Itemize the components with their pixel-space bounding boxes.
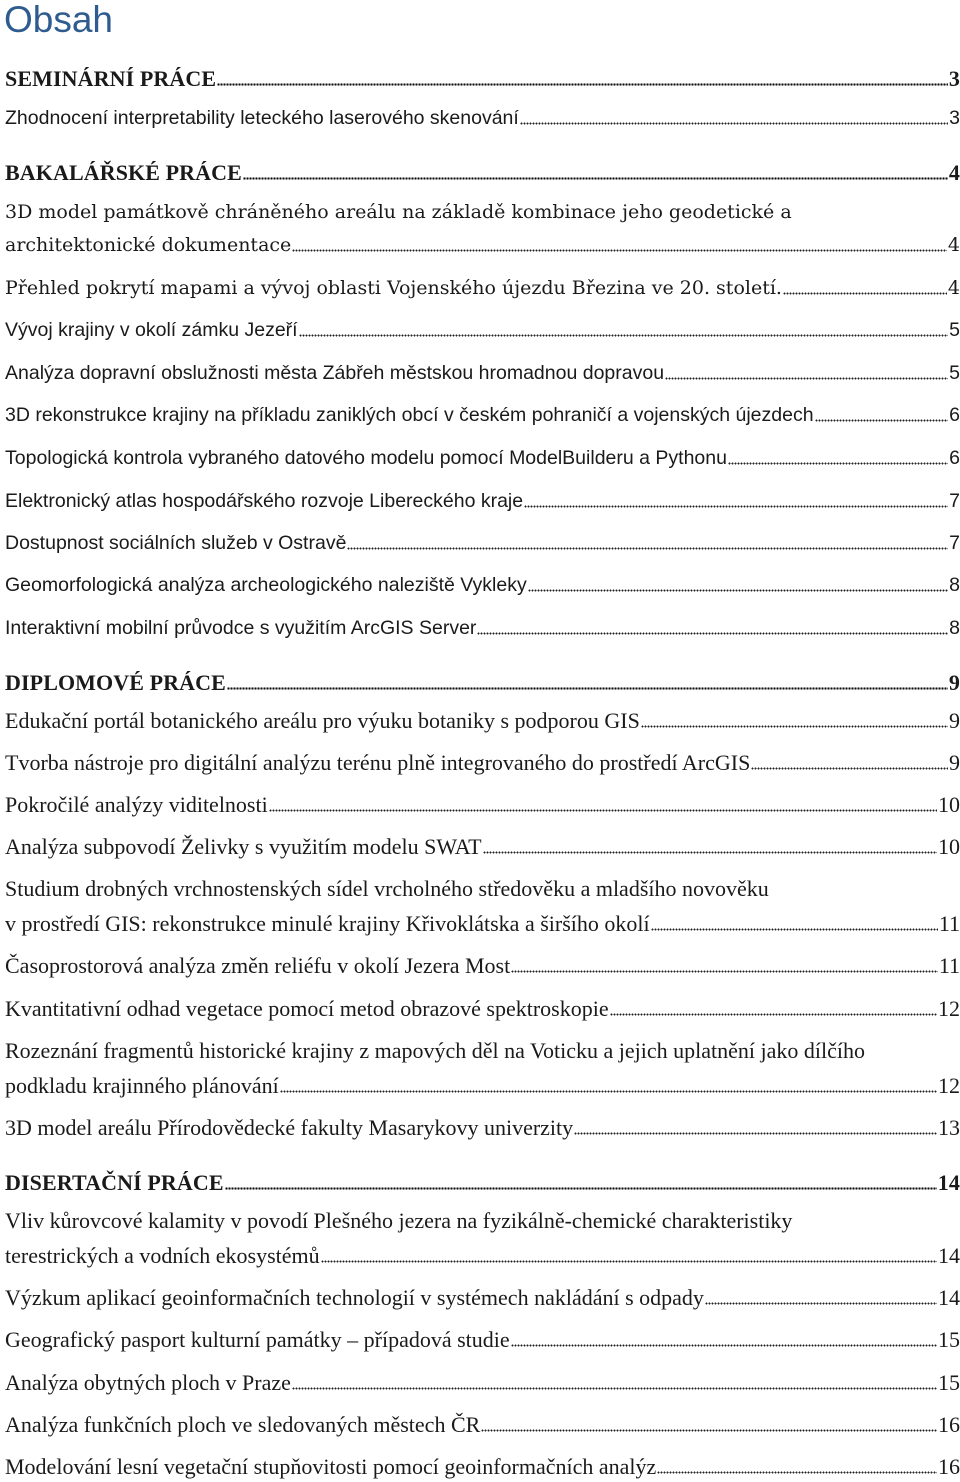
- toc-entry[interactable]: Interaktivní mobilní průvodce s využitím ArcGIS Server 8: [5, 617, 960, 639]
- toc-entry[interactable]: Modelování lesní vegetační stupňovitosti pomocí geoinformačních analýz 16: [5, 1454, 960, 1479]
- toc-entry[interactable]: Analýza funkčních ploch ve sledovaných městech ČR 16: [5, 1412, 960, 1437]
- toc-entry[interactable]: Analýza dopravní obslužnosti města Zábřeh městskou hromadnou dopravou 5: [5, 362, 960, 384]
- toc-entry[interactable]: Analýza obytných ploch v Praze 15: [5, 1370, 960, 1395]
- toc-entry[interactable]: Geografický pasport kulturní památky – případová studie 15: [5, 1327, 960, 1352]
- toc-entry[interactable]: Dostupnost sociálních služeb v Ostravě 7: [5, 532, 960, 554]
- toc-entry[interactable]: 3D rekonstrukce krajiny na příkladu zaniklých obcí v českém pohraničí a vojenských újezdech 6: [5, 404, 960, 426]
- toc-entry[interactable]: Vliv kůrovcové kalamity v povodí Plešného jezera na fyzikálně-chemické charakteristiky terestrických a vodních ekosystémů 14: [5, 1208, 960, 1268]
- toc-entry[interactable]: Výzkum aplikací geoinformačních technologií v systémech nakládání s odpady 14: [5, 1285, 960, 1310]
- toc-entry[interactable]: Topologická kontrola vybraného datového modelu pomocí ModelBuilderu a Pythonu 6: [5, 447, 960, 469]
- toc-entry[interactable]: Zhodnocení interpretability leteckého laserového skenování 3: [5, 107, 960, 129]
- toc-entry[interactable]: Elektronický atlas hospodářského rozvoje Libereckého kraje 7: [5, 490, 960, 512]
- toc-entry[interactable]: Rozeznání fragmentů historické krajiny z mapových děl na Voticku a jejich uplatnění jako dílčího podkladu krajinného plánování 12: [5, 1038, 960, 1098]
- toc-entry[interactable]: Přehled pokrytí mapami a vývoj oblasti Vojenského újezdu Březina ve 20. století. 4: [5, 277, 960, 299]
- toc-entry[interactable]: Tvorba nástroje pro digitální analýzu terénu plně integrovaného do prostředí ArcGIS 9: [5, 750, 960, 775]
- toc-entry[interactable]: Edukační portál botanického areálu pro výuku botaniky s podporou GIS 9: [5, 708, 960, 733]
- toc-section-heading[interactable]: DIPLOMOVÉ PRÁCE 9: [5, 670, 960, 695]
- toc-entry[interactable]: Studium drobných vrchnostenských sídel vrcholného středověku a mladšího novověku v prostředí GIS: rekonstrukce minulé krajiny Křivoklátska a širšího okolí 11: [5, 876, 960, 936]
- toc-section-heading[interactable]: BAKALÁŘSKÉ PRÁCE 4: [5, 160, 960, 185]
- page-title: Obsah: [4, 0, 114, 40]
- toc-entry[interactable]: Časoprostorová analýza změn reliéfu v okolí Jezera Most 11: [5, 953, 960, 978]
- toc-entry[interactable]: Geomorfologická analýza archeologického naleziště Vykleky 8: [5, 574, 960, 596]
- toc-entry[interactable]: 3D model areálu Přírodovědecké fakulty Masarykovy univerzity 13: [5, 1115, 960, 1140]
- toc-entry[interactable]: Analýza subpovodí Želivky s využitím modelu SWAT 10: [5, 834, 960, 859]
- toc-entry[interactable]: Pokročilé analýzy viditelnosti 10: [5, 792, 960, 817]
- toc-section-heading[interactable]: DISERTAČNÍ PRÁCE 14: [5, 1170, 960, 1195]
- toc-entry[interactable]: 3D model památkově chráněného areálu na základě kombinace jeho geodetické a architektonické dokumentace 4: [5, 201, 960, 256]
- toc-section-heading[interactable]: SEMINÁRNÍ PRÁCE 3: [5, 66, 960, 91]
- toc-entry[interactable]: Kvantitativní odhad vegetace pomocí metod obrazové spektroskopie 12: [5, 996, 960, 1021]
- toc-entry[interactable]: Vývoj krajiny v okolí zámku Jezeří 5: [5, 319, 960, 341]
